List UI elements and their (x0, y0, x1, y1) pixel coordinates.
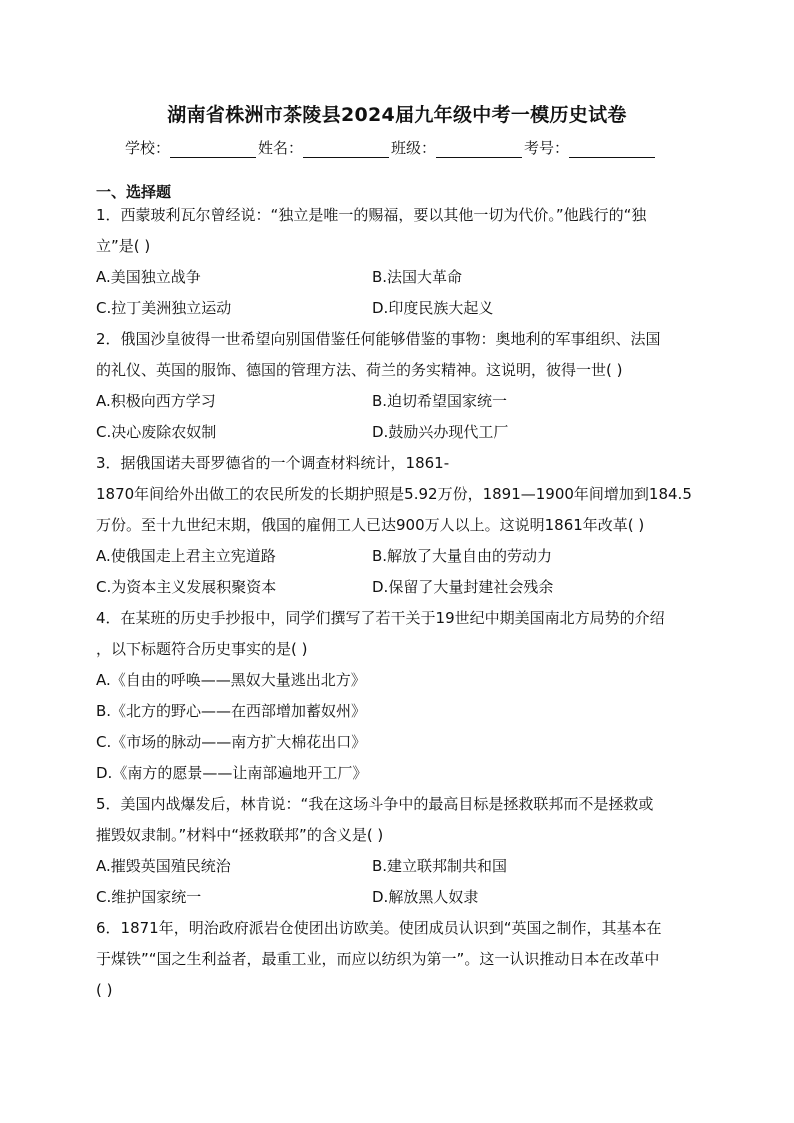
question-text-line: 摧毁奴隶制。”材料中“拯救联邦”的含义是( ) (96, 826, 384, 844)
options-row (96, 727, 700, 758)
option-c: C.拉丁美洲独立运动 (96, 299, 232, 317)
options-row (96, 262, 700, 293)
option-d: D.保留了大量封建社会残余 (372, 578, 554, 596)
option-d: D.印度民族大起义 (372, 299, 494, 317)
options-row (96, 572, 700, 603)
question-text-line: 万份。至十九世纪末期，俄国的雇佣工人已达900万人以上。这说明1861年改革( ) (96, 516, 645, 534)
question-2 (96, 324, 700, 448)
name-blank (303, 142, 389, 158)
section-heading: 一、选择题 (96, 183, 172, 201)
question-3 (96, 448, 700, 603)
question-text-line: 1870年间给外出做工的农民所发的长期护照是5.92万份，1891—1900年间增加到184.5 (96, 485, 692, 503)
options-row (96, 417, 700, 448)
question-text-line: ，以下标题符合历史事实的是( ) (96, 640, 308, 658)
class-field (391, 137, 524, 158)
exam-number-blank (569, 142, 655, 158)
options-row (96, 293, 700, 324)
option-b: B.建立联邦制共和国 (372, 857, 508, 875)
question-1 (96, 200, 700, 324)
school-field (125, 137, 258, 158)
question-text-line: 4．在某班的历史手抄报中，同学们撰写了若干关于19世纪中期美国南北方局势的介绍 (96, 609, 665, 627)
options-row (96, 851, 700, 882)
option-c: C.维护国家统一 (96, 888, 202, 906)
field-label: 考号： (524, 139, 570, 157)
field-label: 班级： (391, 139, 437, 157)
option-d: D.解放黑人奴隶 (372, 888, 479, 906)
option-b: B.迫切希望国家统一 (372, 392, 508, 410)
option-a: A.积极向西方学习 (96, 392, 216, 410)
question-text-line: 3．据俄国诺夫哥罗德省的一个调查材料统计，1861- (96, 454, 450, 472)
option-d: D.鼓励兴办现代工厂 (372, 423, 509, 441)
question-text-line: 1．西蒙玻利瓦尔曾经说：“独立是唯一的赐福，要以其他一切为代价。”他践行的“独 (96, 206, 647, 224)
options-row (96, 758, 700, 789)
question-5 (96, 789, 700, 913)
question-text-line: 6．1871年，明治政府派岩仓使团出访欧美。使团成员认识到“英国之制作，其基本在 (96, 919, 662, 937)
options-row (96, 386, 700, 417)
option-b: B.解放了大量自由的劳动力 (372, 547, 553, 565)
option-b: B.法国大革命 (372, 268, 463, 286)
options-row (96, 882, 700, 913)
option-d: D.《南方的愿景——让南部遍地开工厂》 (96, 764, 368, 782)
question-text-line: 立”是( ) (96, 237, 151, 255)
option-a: A.使俄国走上君主立宪道路 (96, 547, 276, 565)
question-text-line: ( ) (96, 981, 113, 999)
option-b: B.《北方的野心——在西部增加蓄奴州》 (96, 702, 367, 720)
options-row (96, 696, 700, 727)
student-info-row (125, 136, 657, 158)
option-c: C.决心废除农奴制 (96, 423, 217, 441)
question-6 (96, 913, 700, 1006)
name-field (258, 137, 391, 158)
question-4 (96, 603, 700, 789)
field-label: 姓名： (258, 139, 304, 157)
school-blank (170, 142, 256, 158)
option-a: A.美国独立战争 (96, 268, 201, 286)
options-row (96, 665, 700, 696)
field-label: 学校： (125, 139, 171, 157)
question-text-line: 于煤铁”“国之生利益者，最重工业，而应以纺织为第一”。这一认识推动日本在改革中 (96, 950, 660, 968)
question-text-line: 2．俄国沙皇彼得一世希望向别国借鉴任何能够借鉴的事物：奥地利的军事组织、法国 (96, 330, 661, 348)
option-a: A.摧毁英国殖民统治 (96, 857, 231, 875)
option-c: C.为资本主义发展积聚资本 (96, 578, 277, 596)
options-row (96, 541, 700, 572)
questions-list (96, 200, 700, 1006)
question-text-line: 5．美国内战爆发后，林肯说：“我在这场斗争中的最高目标是拯救联邦而不是拯救或 (96, 795, 654, 813)
class-blank (436, 142, 522, 158)
question-text-line: 的礼仪、英国的服饰、德国的管理方法、荷兰的务实精神。这说明，彼得一世( ) (96, 361, 623, 379)
option-a: A.《自由的呼唤——黑奴大量逃出北方》 (96, 671, 366, 689)
exam-title: 湖南省株洲市茶陵县2024届九年级中考一模历史试卷 (167, 104, 627, 126)
exam-number-field (524, 137, 657, 158)
option-c: C.《市场的脉动——南方扩大棉花出口》 (96, 733, 367, 751)
